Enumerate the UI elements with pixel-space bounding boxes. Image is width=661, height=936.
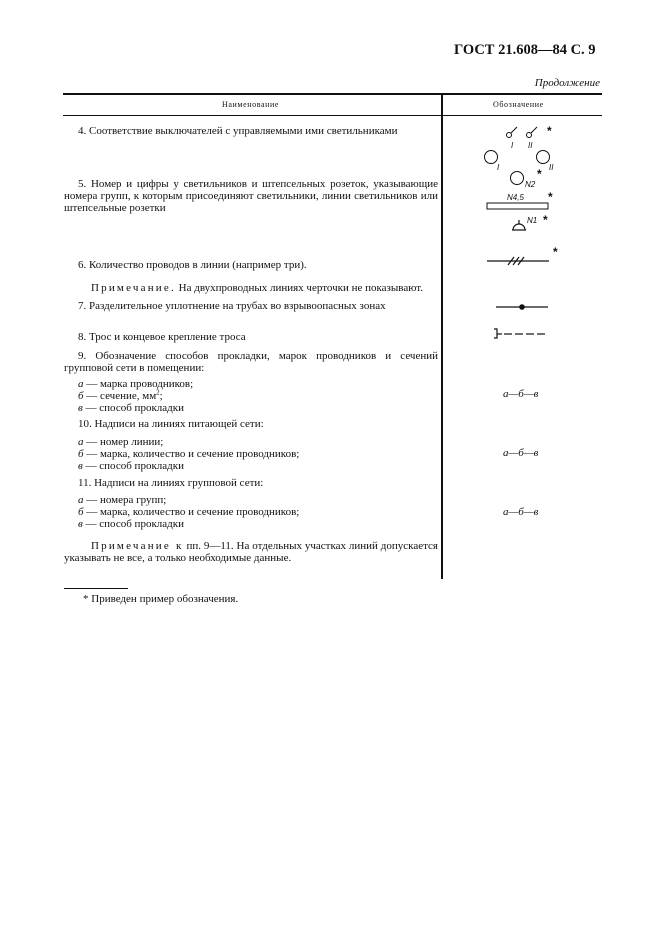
- symbol-roman-1-top: I: [511, 141, 514, 150]
- seal-symbol: [496, 305, 548, 309]
- three-wire-line-symbol: [487, 257, 549, 265]
- item-9-a-text: — марка проводников;: [86, 378, 194, 390]
- asterisk-6: *: [553, 245, 558, 259]
- item-10: 10. Надписи на линиях питающей сети:: [78, 418, 264, 430]
- asterisk-5b: *: [548, 190, 553, 204]
- asterisk-5a: *: [537, 167, 542, 181]
- symbol-roman-1-lamp: I: [497, 163, 500, 172]
- item-10-b-text: — марка, количество и сечение проводников;: [86, 448, 300, 460]
- symbol-abv-11: а—б—в: [503, 506, 539, 518]
- item-9-b-end: ;: [159, 390, 163, 402]
- item-5: 5. Номер и цифры у светильников и штепсельных розеток, указывающие номера групп, к которым присоединяют светильники, линии светильников или штепсельные розетки: [64, 178, 438, 214]
- symbol-n2: N2: [525, 180, 536, 189]
- symbol-abv-9: а—б—в: [503, 388, 539, 400]
- item-11-b-text: — марка, количество и сечение проводников;: [86, 506, 300, 518]
- item-10-a-letter: а: [78, 436, 84, 448]
- symbol-abv-10: а—б—в: [503, 447, 539, 459]
- item-4: 4. Соответствие выключателей с управляемыми ими светильниками: [78, 125, 398, 137]
- item-9-b-sup: 2: [156, 388, 160, 397]
- note-final-label: Примечание к: [91, 540, 184, 552]
- group-line-symbol: [487, 203, 548, 209]
- item-11-v-text: — способ прокладки: [85, 518, 184, 530]
- item-10-v-text: — способ прокладки: [85, 460, 184, 472]
- item-11-a-letter: а: [78, 494, 84, 506]
- item-10-v-letter: в: [78, 460, 83, 472]
- symbol-n1: N1: [527, 216, 538, 225]
- socket-symbol: [512, 220, 526, 230]
- item-9-v-text: — способ прокладки: [85, 402, 184, 414]
- symbol-roman-2-lamp: II: [549, 163, 554, 172]
- asterisk-5c: *: [543, 213, 548, 227]
- column-header-name: Наименование: [222, 100, 280, 109]
- item-11-a-text: — номера групп;: [86, 494, 167, 506]
- item-9-v-letter: в: [78, 402, 83, 414]
- item-8: 8. Трос и концевое крепление троса: [78, 331, 246, 343]
- item-9-b-letter: б: [78, 390, 84, 402]
- column-header-symbol: Обозначение: [493, 100, 544, 109]
- symbol-roman-2-top: II: [528, 141, 533, 150]
- switch-lamp-symbol: [29, 0, 550, 185]
- item-11-b-letter: б: [78, 506, 84, 518]
- note-6-label: Примечание.: [91, 282, 176, 294]
- item-6: 6. Количество проводов в линии (например три).: [78, 259, 307, 271]
- item-11-v-letter: в: [78, 518, 83, 530]
- item-7: 7. Разделительное уплотнение на трубах во взрывоопасных зонах: [78, 300, 386, 312]
- item-9: 9. Обозначение способов прокладки, марок проводников и сечений групповой сети в помещении:: [64, 350, 438, 374]
- page-header: ГОСТ 21.608—84 С. 9: [454, 42, 596, 58]
- item-9-a-letter: а: [78, 378, 84, 390]
- asterisk-4: *: [547, 124, 552, 138]
- continuation-label: Продолжение: [534, 77, 600, 89]
- symbol-n45: N4,5: [507, 193, 524, 202]
- cable-symbol: [494, 329, 545, 338]
- footnote: * Приведен пример обозначения.: [83, 593, 239, 605]
- note-final-text: пп. 9—11. На отдельных участках линий допускается указывать не все, а только необходимые данные.: [64, 540, 438, 564]
- item-11: 11. Надписи на линиях групповой сети:: [78, 477, 264, 489]
- item-10-a-text: — номер линии;: [86, 436, 164, 448]
- item-10-b-letter: б: [78, 448, 84, 460]
- footnote-rule: [64, 588, 128, 589]
- item-9-b-text: — сечение, мм: [86, 390, 157, 402]
- note-6-text: На двухпроводных линиях черточки не показывают.: [178, 282, 424, 294]
